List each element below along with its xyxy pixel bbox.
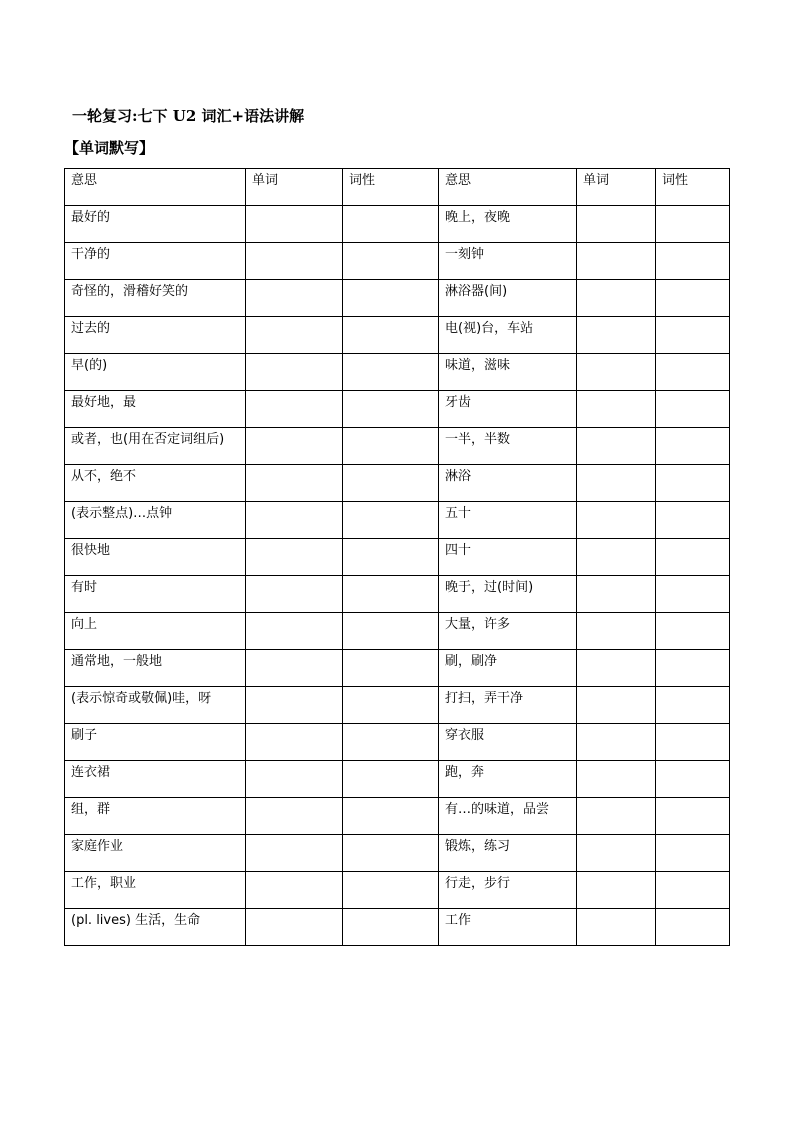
meaning-right-cell: 一刻钟 bbox=[439, 243, 577, 280]
word-right-blank[interactable] bbox=[577, 465, 656, 502]
word-left-blank[interactable] bbox=[246, 909, 343, 946]
word-left-blank[interactable] bbox=[246, 502, 343, 539]
pos-right-blank[interactable] bbox=[656, 206, 730, 243]
table-row bbox=[65, 206, 730, 243]
header-meaning-left: 意思 bbox=[65, 169, 246, 206]
meaning-right-cell: 工作 bbox=[439, 909, 577, 946]
pos-left-blank[interactable] bbox=[343, 909, 439, 946]
pos-right-blank[interactable] bbox=[656, 317, 730, 354]
word-left-blank[interactable] bbox=[246, 354, 343, 391]
meaning-right-cell: 大量，许多 bbox=[439, 613, 577, 650]
meaning-left-cell: 刷子 bbox=[65, 724, 246, 761]
word-right-blank[interactable] bbox=[577, 391, 656, 428]
pos-right-blank[interactable] bbox=[656, 909, 730, 946]
pos-left-blank[interactable] bbox=[343, 798, 439, 835]
table-header-row bbox=[65, 169, 730, 206]
table-row bbox=[65, 576, 730, 613]
word-left-blank[interactable] bbox=[246, 576, 343, 613]
meaning-left-cell: 或者，也(用在否定词组后) bbox=[65, 428, 246, 465]
table-row bbox=[65, 724, 730, 761]
table-row bbox=[65, 465, 730, 502]
word-left-blank[interactable] bbox=[246, 317, 343, 354]
table-row bbox=[65, 502, 730, 539]
meaning-left-cell: 有时 bbox=[65, 576, 246, 613]
meaning-right-cell: 电(视)台，车站 bbox=[439, 317, 577, 354]
pos-left-blank[interactable] bbox=[343, 243, 439, 280]
word-left-blank[interactable] bbox=[246, 798, 343, 835]
word-right-blank[interactable] bbox=[577, 909, 656, 946]
pos-right-blank[interactable] bbox=[656, 576, 730, 613]
meaning-left-cell: 从不，绝不 bbox=[65, 465, 246, 502]
pos-left-blank[interactable] bbox=[343, 206, 439, 243]
table-row bbox=[65, 909, 730, 946]
word-right-blank[interactable] bbox=[577, 687, 656, 724]
word-right-blank[interactable] bbox=[577, 872, 656, 909]
pos-left-blank[interactable] bbox=[343, 761, 439, 798]
table-row bbox=[65, 243, 730, 280]
pos-right-blank[interactable] bbox=[656, 872, 730, 909]
pos-left-blank[interactable] bbox=[343, 650, 439, 687]
meaning-left-cell: 工作，职业 bbox=[65, 872, 246, 909]
meaning-right-cell: 五十 bbox=[439, 502, 577, 539]
word-right-blank[interactable] bbox=[577, 835, 656, 872]
pos-left-blank[interactable] bbox=[343, 835, 439, 872]
word-left-blank[interactable] bbox=[246, 465, 343, 502]
meaning-left-cell: 很快地 bbox=[65, 539, 246, 576]
pos-right-blank[interactable] bbox=[656, 650, 730, 687]
word-left-blank[interactable] bbox=[246, 539, 343, 576]
pos-right-blank[interactable] bbox=[656, 539, 730, 576]
word-left-blank[interactable] bbox=[246, 391, 343, 428]
word-right-blank[interactable] bbox=[577, 243, 656, 280]
meaning-right-cell: 跑，奔 bbox=[439, 761, 577, 798]
pos-right-blank[interactable] bbox=[656, 354, 730, 391]
pos-left-blank[interactable] bbox=[343, 465, 439, 502]
pos-left-blank[interactable] bbox=[343, 280, 439, 317]
word-left-blank[interactable] bbox=[246, 650, 343, 687]
word-left-blank[interactable] bbox=[246, 687, 343, 724]
pos-left-blank[interactable] bbox=[343, 724, 439, 761]
page-title: 一轮复习:七下 U2 词汇+语法讲解 bbox=[72, 107, 305, 125]
meaning-left-cell: (表示整点)…点钟 bbox=[65, 502, 246, 539]
table-row bbox=[65, 650, 730, 687]
word-left-blank[interactable] bbox=[246, 243, 343, 280]
word-left-blank[interactable] bbox=[246, 206, 343, 243]
pos-right-blank[interactable] bbox=[656, 243, 730, 280]
pos-right-blank[interactable] bbox=[656, 465, 730, 502]
pos-right-blank[interactable] bbox=[656, 428, 730, 465]
meaning-left-cell: 最好的 bbox=[65, 206, 246, 243]
pos-right-blank[interactable] bbox=[656, 280, 730, 317]
table-row bbox=[65, 835, 730, 872]
meaning-right-cell: 刷，刷净 bbox=[439, 650, 577, 687]
word-left-blank[interactable] bbox=[246, 872, 343, 909]
pos-right-blank[interactable] bbox=[656, 391, 730, 428]
table-row bbox=[65, 872, 730, 909]
word-left-blank[interactable] bbox=[246, 761, 343, 798]
pos-left-blank[interactable] bbox=[343, 502, 439, 539]
word-right-blank[interactable] bbox=[577, 280, 656, 317]
table-row bbox=[65, 317, 730, 354]
header-word-right: 单词 bbox=[577, 169, 656, 206]
meaning-left-cell: 通常地，一般地 bbox=[65, 650, 246, 687]
word-right-blank[interactable] bbox=[577, 650, 656, 687]
table-row bbox=[65, 391, 730, 428]
word-right-blank[interactable] bbox=[577, 761, 656, 798]
meaning-left-cell: 早(的) bbox=[65, 354, 246, 391]
header-pos-left: 词性 bbox=[343, 169, 439, 206]
table-row bbox=[65, 280, 730, 317]
pos-right-blank[interactable] bbox=[656, 502, 730, 539]
section-heading: 【单词默写】 bbox=[64, 139, 155, 157]
table-row bbox=[65, 539, 730, 576]
word-right-blank[interactable] bbox=[577, 724, 656, 761]
word-left-blank[interactable] bbox=[246, 724, 343, 761]
pos-left-blank[interactable] bbox=[343, 391, 439, 428]
meaning-left-cell: 组，群 bbox=[65, 798, 246, 835]
meaning-left-cell: 干净的 bbox=[65, 243, 246, 280]
word-right-blank[interactable] bbox=[577, 576, 656, 613]
word-left-blank[interactable] bbox=[246, 428, 343, 465]
table-row bbox=[65, 354, 730, 391]
meaning-right-cell: 牙齿 bbox=[439, 391, 577, 428]
meaning-right-cell: 味道，滋味 bbox=[439, 354, 577, 391]
meaning-right-cell: 一半，半数 bbox=[439, 428, 577, 465]
pos-left-blank[interactable] bbox=[343, 576, 439, 613]
pos-right-blank[interactable] bbox=[656, 798, 730, 835]
pos-right-blank[interactable] bbox=[656, 835, 730, 872]
pos-right-blank[interactable] bbox=[656, 687, 730, 724]
meaning-right-cell: 打扫，弄干净 bbox=[439, 687, 577, 724]
meaning-right-cell: 晚于，过(时间) bbox=[439, 576, 577, 613]
pos-right-blank[interactable] bbox=[656, 761, 730, 798]
meaning-right-cell: 锻炼，练习 bbox=[439, 835, 577, 872]
pos-right-blank[interactable] bbox=[656, 724, 730, 761]
pos-left-blank[interactable] bbox=[343, 687, 439, 724]
word-right-blank[interactable] bbox=[577, 798, 656, 835]
meaning-right-cell: 晚上，夜晚 bbox=[439, 206, 577, 243]
vocab-table bbox=[64, 168, 730, 946]
meaning-left-cell: 奇怪的，滑稽好笑的 bbox=[65, 280, 246, 317]
table-row bbox=[65, 687, 730, 724]
header-word-left: 单词 bbox=[246, 169, 343, 206]
meaning-left-cell: 家庭作业 bbox=[65, 835, 246, 872]
table-row bbox=[65, 761, 730, 798]
meaning-right-cell: 四十 bbox=[439, 539, 577, 576]
pos-left-blank[interactable] bbox=[343, 539, 439, 576]
meaning-right-cell: 淋浴 bbox=[439, 465, 577, 502]
header-pos-right: 词性 bbox=[656, 169, 730, 206]
pos-right-blank[interactable] bbox=[656, 613, 730, 650]
word-left-blank[interactable] bbox=[246, 613, 343, 650]
table-row bbox=[65, 798, 730, 835]
meaning-left-cell: 最好地，最 bbox=[65, 391, 246, 428]
pos-left-blank[interactable] bbox=[343, 428, 439, 465]
word-right-blank[interactable] bbox=[577, 502, 656, 539]
word-left-blank[interactable] bbox=[246, 280, 343, 317]
word-right-blank[interactable] bbox=[577, 317, 656, 354]
pos-left-blank[interactable] bbox=[343, 613, 439, 650]
meaning-right-cell: 淋浴器(间) bbox=[439, 280, 577, 317]
meaning-left-cell: 过去的 bbox=[65, 317, 246, 354]
word-right-blank[interactable] bbox=[577, 354, 656, 391]
pos-left-blank[interactable] bbox=[343, 354, 439, 391]
word-left-blank[interactable] bbox=[246, 835, 343, 872]
meaning-right-cell: 有…的味道，品尝 bbox=[439, 798, 577, 835]
pos-left-blank[interactable] bbox=[343, 317, 439, 354]
meaning-left-cell: 连衣裙 bbox=[65, 761, 246, 798]
table-row bbox=[65, 613, 730, 650]
header-meaning-right: 意思 bbox=[439, 169, 577, 206]
meaning-right-cell: 穿衣服 bbox=[439, 724, 577, 761]
word-right-blank[interactable] bbox=[577, 428, 656, 465]
pos-left-blank[interactable] bbox=[343, 872, 439, 909]
table-row bbox=[65, 428, 730, 465]
word-right-blank[interactable] bbox=[577, 613, 656, 650]
meaning-left-cell: 向上 bbox=[65, 613, 246, 650]
word-right-blank[interactable] bbox=[577, 539, 656, 576]
meaning-left-cell: (pl. lives) 生活，生命 bbox=[65, 909, 246, 946]
meaning-right-cell: 行走，步行 bbox=[439, 872, 577, 909]
meaning-left-cell: (表示惊奇或敬佩)哇，呀 bbox=[65, 687, 246, 724]
word-right-blank[interactable] bbox=[577, 206, 656, 243]
